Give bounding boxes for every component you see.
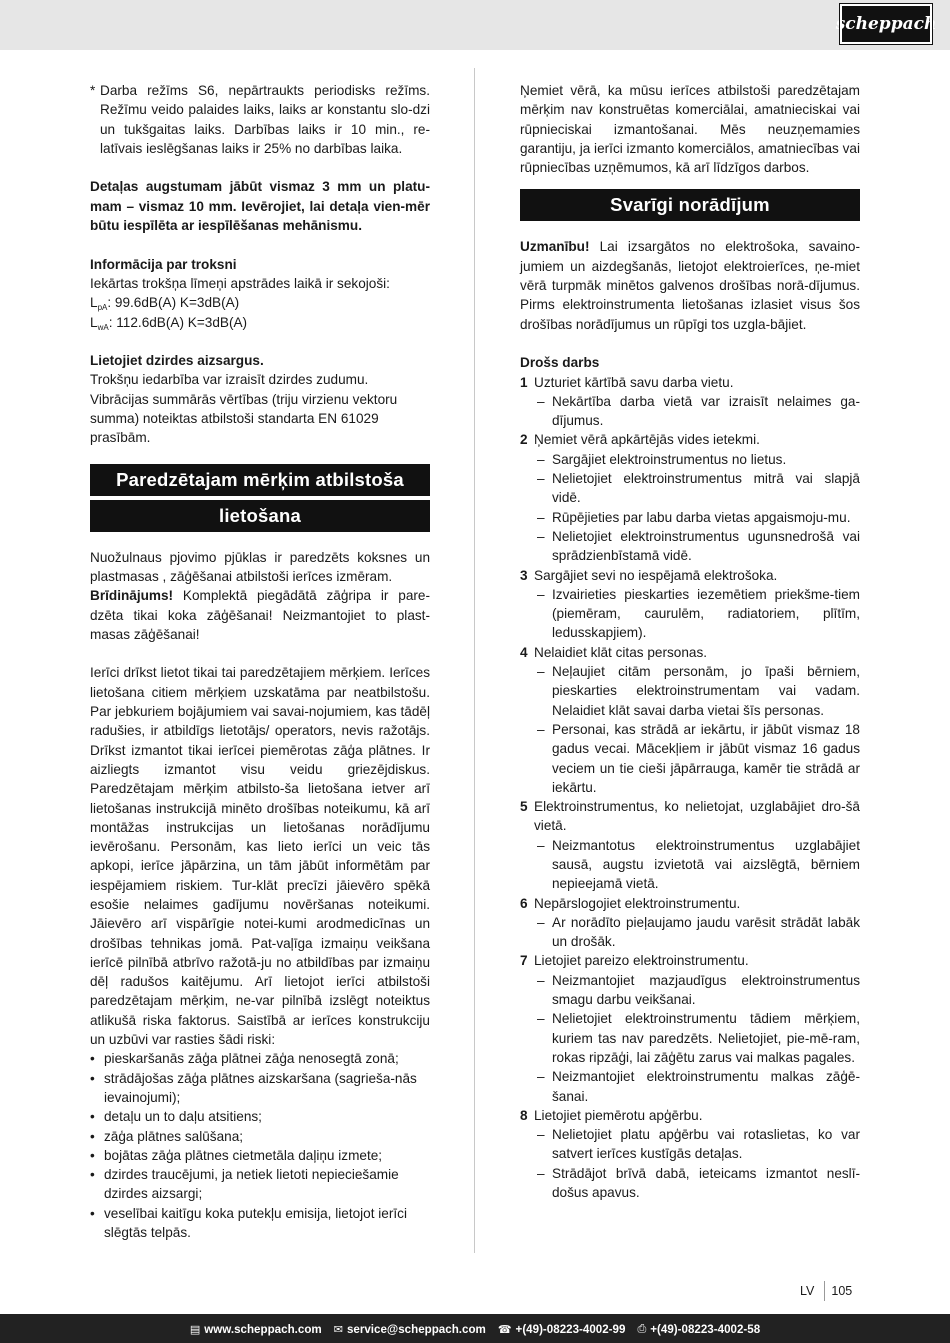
list-item: • zāģa plātnes salūšana; — [90, 1127, 430, 1146]
fax-icon: ⎙ — [637, 1322, 647, 1335]
safety-subitem: – Neļaujiet citām personām, jo īpaši bērniem, pieskarties elektroinstrumentam vai vadam. Nelaidiet klāt savai darba vietai šīs personas. — [537, 664, 860, 718]
left-column — [90, 81, 430, 1242]
safety-list — [520, 373, 860, 1203]
contact-bar — [0, 1314, 950, 1343]
safety-subitem: – Rūpējieties par labu darba vietas apgaismoju-mu. — [537, 509, 851, 525]
safety-subitem: – Personai, kas strādā ar iekārtu, ir jābūt vismaz 18 gadus vecai. Mācekļiem ir jābūt vismaz 16 gadus veciem un tie cieši jāpārrauga, kamēr tie strādā ar iekārtu. — [537, 721, 860, 795]
list-item: • pieskaršanās zāģa plātnei zāģa nenosegtā zonā; — [90, 1049, 430, 1068]
attention-paragraph: Uzmanību! Lai izsargātos no elektrošoka, savaino-jumiem un aizdegšanās, lietojot elektroierīces, ņe-miet vērā turpmāk minētos galvenos drošības norā-dījumus. Pirms elektroinstrumenta lietošanas izlasiet visus šos drošības norādījumus un rūpīgi tos uzgla-bājiet. — [520, 239, 860, 332]
item-text: Ņemiet vērā apkārtējās vides ietekmi. — [534, 432, 760, 448]
subitem-text: Neļaujiet citām personām, jo īpaši bērniem, pieskarties elektroinstrumentam vai vadam. Nelaidiet klāt savai darba vietai šīs personas. — [552, 664, 860, 718]
subitem-text: Sargājiet elektroinstrumentus no lietus. — [552, 451, 787, 467]
safety-item — [520, 894, 860, 913]
computer-icon: ▤ — [189, 1323, 201, 1336]
mail-icon: ✉ — [333, 1323, 343, 1336]
list-item: • detaļu un to daļu atsitiens; — [90, 1107, 430, 1126]
noise-lpa: $L_{pA}$: 99.6dB(A) K=3dB(A) — [90, 295, 240, 313]
item-text: Nelaidiet klāt citas personas. — [534, 644, 708, 660]
subitem-text: Nelietojiet elektroinstrumentus mitrā vai slapjā vidē. — [552, 471, 860, 506]
safety-subitem: – Nelietojiet elektroinstrumentus mitrā vai slapjā vidē. — [537, 471, 860, 506]
safety-subitem: – Nelietojiet elektroinstrumentus ugunsnedrošā vai sprādzienbīstamā vidē. — [537, 528, 860, 564]
safety-subitem: – Nekārtība darba vietā var izraisīt nelaimes ga-dījumus. — [537, 393, 860, 429]
list-item: • dzirdes traucējumi, ja netiek lietoti nepieciešamie dzirdes aizsargi; — [90, 1165, 430, 1204]
safety-item — [520, 951, 860, 970]
section-banner-intended-use-1: Paredzētajam mērķim atbilstoša — [90, 464, 430, 496]
footnote-star: * — [90, 83, 96, 98]
safety-subitem: – Neizmantojiet elektroinstrumentu malkas zāģē-šanai. — [537, 1069, 860, 1104]
phone-item: ☎ +(49)-08223-4002-99 — [497, 1322, 626, 1336]
safe-work-title: Drošs darbs — [520, 355, 600, 371]
list-item: • veselībai kaitīgu koka putekļu emisija, lietojot ierīci slēgtās telpās. — [90, 1204, 430, 1243]
fax-item: ⎙ +(49)-08223-4002-58 — [637, 1322, 761, 1336]
subitem-text: Ar norādīto pieļaujamo jaudu varēsit strādāt labāk un drošāk. — [552, 914, 860, 950]
section-banner-safety: Svarīgi norādījum — [520, 189, 860, 221]
warning-paragraph: Brīdinājums! Komplektā piegādātā zāģripa ir pare-dzēta tikai koka zāģēšanai! Neizmantojiet to plast-masas zāģēšanai! — [90, 588, 430, 642]
safety-subitem: – Nelietojiet platu apģērbu vai rotaslietas, ko var satvert ierīces kustīgās detaļas. — [537, 1127, 860, 1162]
subitem-text: Strādājot brīvā dabā, ieteicams izmantot neslī-došus apavus. — [552, 1165, 860, 1201]
operating-mode-note — [90, 81, 430, 158]
item-number: 5 — [520, 799, 528, 815]
section-banner-intended-use-2: lietošana — [90, 500, 430, 532]
attention-label: Uzmanību! — [520, 239, 590, 255]
item-number: 1 — [520, 374, 528, 390]
hearing-protection-text: Trokšņu iedarbība var izraisīt dzirdes zudumu. Vibrācijas summārās vērtības (triju virzienu vektoru summa) noteiktas atbilstoši standarta EN 61029 prasībām. — [90, 372, 398, 446]
safety-item — [520, 797, 860, 836]
safety-subitem: – Sargājiet elektroinstrumentus no lietus. — [537, 451, 787, 467]
subitem-text: Neizmantojiet elektroinstrumentu malkas zāģē-šanai. — [552, 1069, 860, 1104]
phone-icon: ☎ — [497, 1323, 512, 1336]
hearing-protection-title: Lietojiet dzirdes aizsargus. — [90, 353, 264, 369]
brand-logo — [835, 4, 937, 44]
list-item: • bojātas zāģa plātnes cietmetāla daļiņu izmete; — [90, 1146, 430, 1165]
language-code: LV — [800, 1284, 815, 1298]
subitem-text: Izvairieties pieskarties iezemētiem priekšme-tiem (piemēram, caurulēm, radiatoriem, plītīm, ledusskapjiem). — [552, 586, 860, 641]
safety-subitem: – Nelietojiet elektroinstrumentu tādiem mērķiem, kuriem tas nav paredzēts. Nelietojiet, pie-mē-ram, rokas ripzāģi, lai zāģētu zarus vai malkas pagales. — [537, 1011, 860, 1065]
item-text: Lietojiet pareizo elektroinstrumentu. — [534, 953, 749, 969]
safety-item — [520, 373, 860, 392]
item-number: 2 — [520, 432, 528, 448]
subitem-text: Nelietojiet platu apģērbu vai rotaslietas, ko var satvert ierīces kustīgās detaļas. — [552, 1127, 860, 1162]
item-text: Sargājiet sevi no iespējamā elektrošoka. — [534, 567, 778, 583]
safety-item — [520, 566, 860, 585]
item-text: Lietojiet piemērotu apģērbu. — [534, 1107, 703, 1123]
noise-title: Informācija par troksni — [90, 256, 237, 272]
header-bar — [0, 0, 950, 50]
safety-subitem: – Ar norādīto pieļaujamo jaudu varēsit strādāt labāk un drošāk. — [537, 914, 860, 950]
subitem-text: Nekārtība darba vietā var izraisīt nelaimes ga-dījumus. — [552, 393, 860, 429]
noise-lwa: $L_{wA}$: 112.6dB(A) K=3dB(A) — [90, 314, 248, 332]
subitem-text: Neizmantojiet mazjaudīgus elektroinstrumentus smagu darbu veikšanai. — [552, 972, 860, 1008]
right-column — [520, 81, 860, 1202]
usage-paragraph-1: Nuožulnaus pjovimo pjūklas ir paredzēts koksnes un plastmasas , zāģēšanai atbilstoši ierīces izmēram. — [90, 549, 430, 584]
subitem-text: Personai, kas strādā ar iekārtu, ir jābūt vismaz 18 gadus vecai. Mācekļiem ir jābūt vismaz 16 gadus veciem un tie cieši jāpārrauga, kamēr tie strādā ar iekārtu. — [552, 721, 860, 795]
risk-list — [90, 1049, 430, 1242]
item-number: 7 — [520, 953, 528, 969]
list-item: • strādājošas zāģa plātnes aizskaršana (sagrieša-nās ievainojumi); — [90, 1069, 430, 1108]
noise-intro: Iekārtas trokšņa līmeņi apstrādes laikā ir sekojoši: — [90, 275, 390, 291]
page-footer — [800, 1281, 852, 1301]
page-number: 105 — [831, 1284, 853, 1298]
safety-item — [520, 430, 860, 449]
subitem-text: Nelietojiet elektroinstrumentus ugunsnedrošā vai sprādzienbīstamā vidē. — [552, 528, 860, 564]
commercial-use-note: Ņemiet vērā, ka mūsu ierīces atbilstoši paredzētajam mērķim nav konstruētas komerciālai, amatnieciskai vai rūpnieciskai izmantošanai. Mēs neuzņemamies garantiju, ja ierīci izmanto komerciālos, amatniecības vai rūpniecības uzņēmumos, kā arī līdzīgos darbos. — [520, 83, 860, 176]
website-item[interactable]: ▤ www.scheppach.com — [189, 1322, 322, 1336]
usage-paragraph-2: Ierīci drīkst lietot tikai tai paredzētajiem mērķiem. Ierīces lietošana citiem mērķiem uzskatāma par neatbilstošu. Par jebkuriem bojājumiem vai savai-nojumiem, kas tādēļ radušies, ir atbildīgs lietotājs/ operators, nevis ražotājs. Drīkst izmantot tikai ierīcei piemērotas zāģa plātnes. Ir aizliegts izmantot visu veidu griezējdiskus. Paredzētajam mērķim atbilsto-ša lietošana ietver arī lietošanas instrukcijā minēto drošības noteikumu, kā arī montāžas instrukcijas un lietošanas norādījumu ievērošanu. Personām, kas lieto ierīci un veic tās apkopi, ierīce jāpārzina, un tām jābūt informētām par iespējamiem riskiem. Tur-klāt precīzi jāievēro spēkā esošie nelaimes gadījumu novēršanas noteikumi. Jāievēro arī vispārīgie notei-kumi arodmedicīnas un drošības tehnikas jomā. Pat-vaļīga izmaiņu veikšana ierīcē pilnībā atbrīvo ražotā-ju no atbildības par izmaiņu dēļ radušos kaitējumu. Arī lietojot ierīci atbilstoši paredzētajam mērķim, ne-var pilnībā izslēgt noteiktus atlikušā riska faktorus. Saistībā ar ierīces konstrukciju un uzbūvi var rasties šādi riski: — [90, 665, 430, 1048]
item-number: 8 — [520, 1107, 528, 1123]
logo-text: scheppach — [835, 14, 937, 34]
safety-item — [520, 1106, 860, 1125]
subitem-text: Rūpējieties par labu darba vietas apgaismoju-mu. — [552, 509, 851, 525]
workpiece-size-note: Detaļas augstumam jābūt vismaz 3 mm un platu-mam – vismaz 10 mm. Ievērojiet, lai detaļa vien-mēr būtu iespīlēta ar iespīlēšanas mehānismu. — [90, 179, 430, 234]
subitem-text: Neizmantotus elektroinstrumentus uzglabājiet sausā, augstu izvietotā vai aizslēgtā, bērniem nepieejamā vietā. — [552, 837, 860, 892]
item-number: 4 — [520, 644, 528, 660]
safety-subitem: – Strādājot brīvā dabā, ieteicams izmantot neslī-došus apavus. — [537, 1165, 860, 1201]
subitem-text: Nelietojiet elektroinstrumentu tādiem mērķiem, kuriem tas nav paredzēts. Nelietojiet, pie-mē-ram, rokas ripzāģi, lai zāģētu zarus vai malkas pagales. — [552, 1011, 860, 1065]
safety-subitem: – Neizmantojiet mazjaudīgus elektroinstrumentus smagu darbu veikšanai. — [537, 972, 860, 1008]
item-text: Nepārslogojiet elektroinstrumentu. — [534, 895, 741, 911]
column-divider — [474, 68, 475, 1253]
warning-label: Brīdinājums! — [90, 588, 174, 604]
email-item[interactable]: ✉ service@scheppach.com — [333, 1322, 486, 1336]
safety-subitem: – Neizmantotus elektroinstrumentus uzglabājiet sausā, augstu izvietotā vai aizslēgtā, bērniem nepieejamā vietā. — [537, 837, 860, 892]
item-number: 3 — [520, 567, 528, 583]
safety-subitem: – Izvairieties pieskarties iezemētiem priekšme-tiem (piemēram, caurulēm, radiatoriem, plītīm, ledusskapjiem). — [537, 586, 860, 641]
item-number: 6 — [520, 895, 528, 911]
item-text: Uzturiet kārtībā savu darba vietu. — [534, 374, 734, 390]
note-text: Darba režīms S6, nepārtraukts periodisks režīms. Režīmu veido palaides laiks, laiks ar konstantu slo-dzi un tukšgaitas laiks. Darbības laiks ir 10 min., re-latīvais ieslēgšanas laiks ir 25% no darbības laika. — [100, 83, 430, 156]
item-text: Elektroinstrumentus, ko nelietojat, uzglabājiet dro-šā vietā. — [534, 799, 860, 834]
safety-item — [520, 643, 860, 662]
